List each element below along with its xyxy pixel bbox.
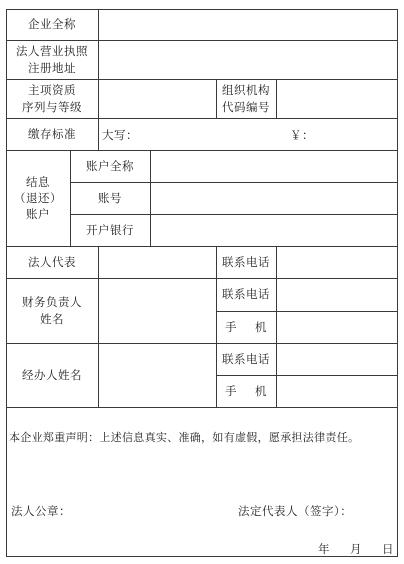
finance-phone-field[interactable]	[277, 279, 397, 311]
company-full-name-label: 企业全称	[28, 17, 76, 32]
deposit-standard-label: 缴存标准	[28, 126, 76, 141]
license-address-label: 法人营业执照 注册地址	[16, 44, 88, 75]
handler-name-field[interactable]	[99, 344, 216, 407]
row-line	[6, 407, 398, 408]
org-code-label: 组织机构 代码编号	[222, 83, 270, 114]
legal-rep-signature-label: 法定代表人（签字）：	[238, 504, 353, 518]
date-year-label: 年	[318, 542, 330, 556]
account-number-label: 账号	[98, 190, 122, 205]
settlement-account-label: 结息 （退还） 账户	[14, 174, 62, 222]
account-name-label: 账户全称	[86, 158, 134, 173]
col-line	[98, 118, 99, 151]
border-bottom	[6, 556, 398, 557]
date-month-label: 月	[350, 542, 362, 556]
border-right	[397, 9, 398, 557]
handler-mobile-label: 手 机	[225, 383, 267, 398]
finance-mobile-label: 手 机	[225, 319, 267, 334]
bank-field[interactable]	[151, 215, 397, 246]
account-name-field[interactable]	[151, 151, 397, 182]
license-address-field[interactable]	[99, 41, 397, 79]
date-day-label: 日	[382, 542, 394, 556]
finance-head-label: 财务负责人 姓名	[22, 295, 82, 326]
company-full-name-field[interactable]	[99, 10, 397, 40]
org-code-field[interactable]	[277, 80, 397, 118]
finance-mobile-field[interactable]	[277, 312, 397, 343]
qualification-field[interactable]	[99, 80, 216, 118]
corporate-seal-label: 法人公章：	[11, 504, 71, 518]
legal-rep-label: 法人代表	[28, 254, 76, 269]
bank-label: 开户银行	[86, 222, 134, 237]
finance-phone-label: 联系电话	[222, 287, 270, 302]
handler-mobile-field[interactable]	[277, 376, 397, 407]
account-number-field[interactable]	[151, 183, 397, 214]
yen-amount-label: ￥：	[290, 128, 314, 142]
finance-head-name-field[interactable]	[99, 279, 216, 343]
handler-name-label: 经办人姓名	[22, 367, 82, 382]
uppercase-amount-label: 大写：	[102, 128, 138, 142]
legal-rep-phone-label: 联系电话	[222, 254, 270, 269]
declaration-text: 本企业郑重声明：上述信息真实、准确，如有虚假，愿承担法律责任。	[9, 431, 360, 444]
legal-rep-field[interactable]	[99, 247, 216, 278]
legal-rep-phone-field[interactable]	[277, 247, 397, 278]
handler-phone-label: 联系电话	[222, 351, 270, 366]
handler-phone-field[interactable]	[277, 344, 397, 375]
qualification-label: 主项资质 序列与等级	[22, 83, 82, 114]
